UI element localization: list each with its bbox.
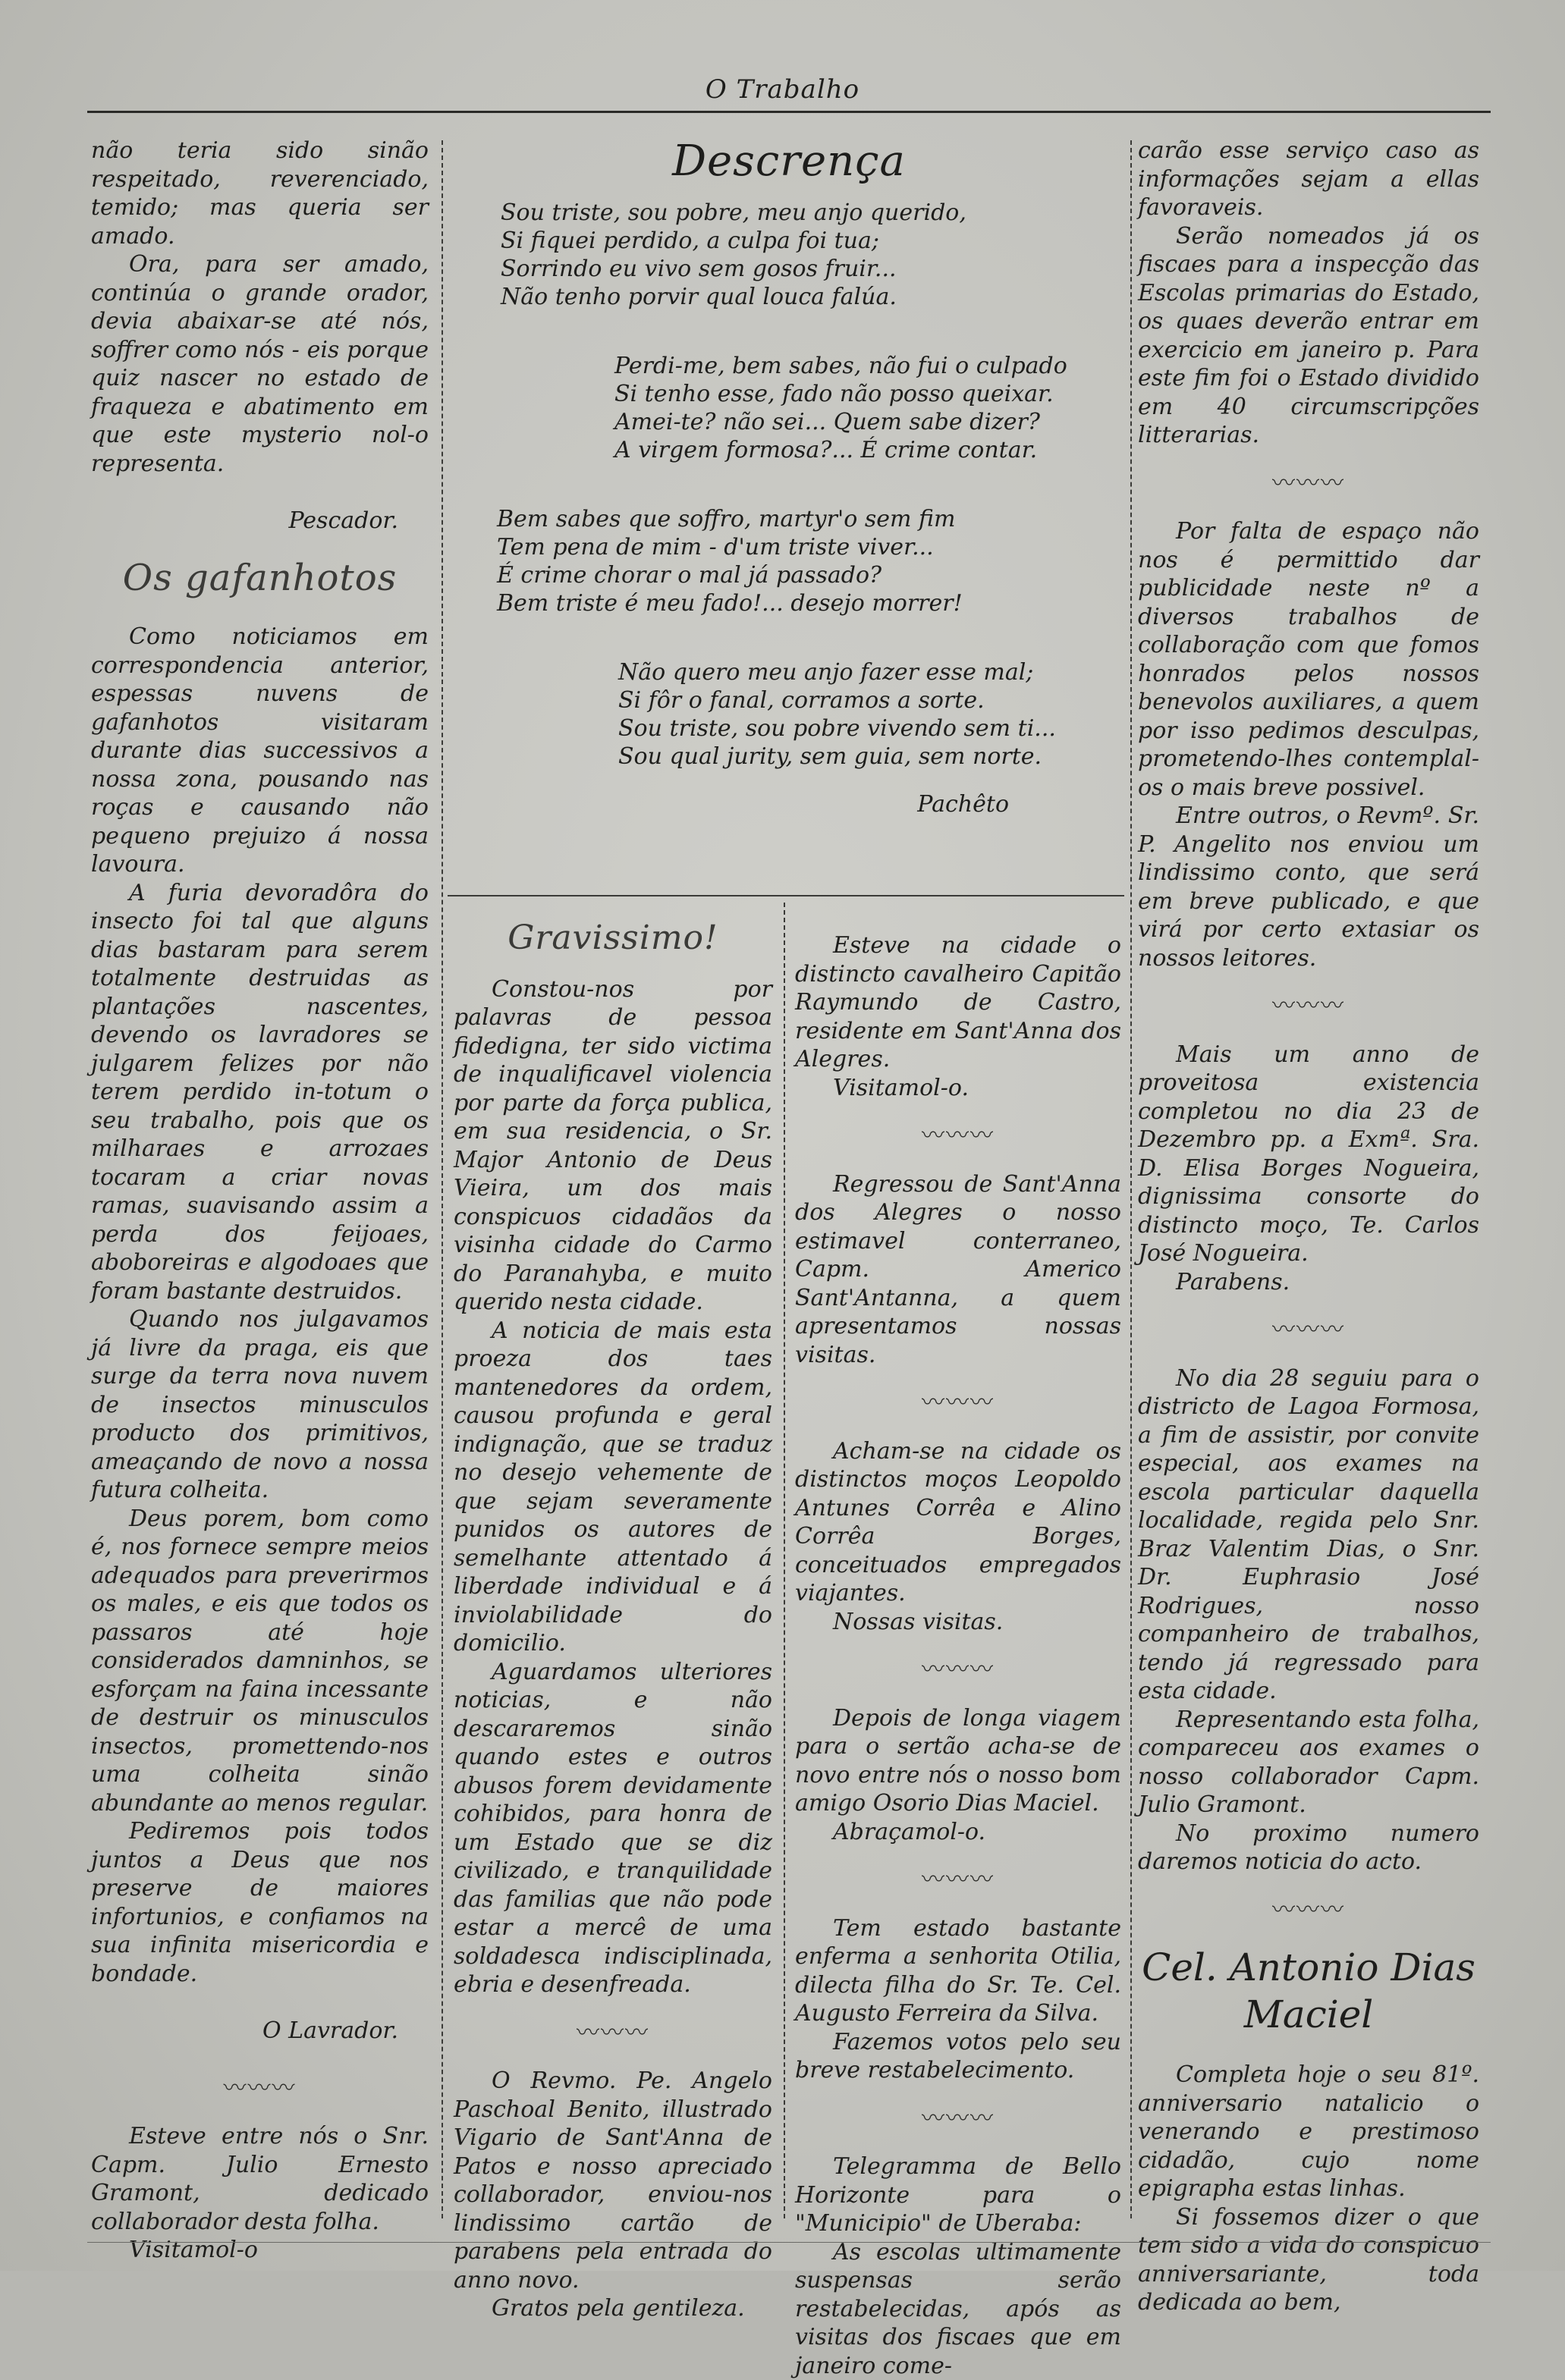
article-paragraph: Constou-nos por palavras de pessoa fidedigna, ter sido victima de inqualificavel violencia por parte da força publica, em sua residencia, o Sr. Major Antonio de Deus Vieira, um dos mais conspicuos cidadãos da visinha cidade do Carmo do Paranahyba, e muito querido nesta cidade. xyxy=(454,975,772,1317)
signature: O Lavrador. xyxy=(91,2017,429,2046)
article-paragraph: Acham-se na cidade os distinctos moços Leopoldo Antunes Corrêa e Alino Corrêa Borges, conceituados empregados viajantes. xyxy=(795,1437,1121,1608)
article-paragraph: A furia devoradôra do insecto foi tal que alguns dias bastaram para serem totalmente destruidas as plantações nascentes, devendo os lavradores se julgarem felizes por não terem perdido in-totum o seu trabalho, pois que os milharaes e arrozaes tocaram a criar novas ramas, suavisando assim a perda dos feijoaes, aboboreiras e algodoaes que foram bastante destruidos. xyxy=(91,879,429,1306)
ornament-divider: 〰〰〰 xyxy=(1138,1896,1479,1925)
poem xyxy=(455,144,1123,818)
signature: Pachêto xyxy=(455,790,1123,818)
article-paragraph: carão esse serviço caso as informações sejam a ellas favoraveis. xyxy=(1138,137,1479,222)
ornament-divider: 〰〰〰 xyxy=(795,2105,1121,2134)
poem-stanza xyxy=(455,199,1123,311)
article-title: Gravissimo! xyxy=(454,924,772,953)
masthead-rule xyxy=(87,111,1491,113)
column-1 xyxy=(91,137,429,2265)
signature: Pescador. xyxy=(91,507,429,535)
ornament-divider: 〰〰〰 xyxy=(1138,469,1479,498)
poem-stanza xyxy=(455,658,1123,771)
article-paragraph: Visitamol-o. xyxy=(795,1074,1121,1103)
article-paragraph: Regressou de Sant'Anna dos Alegres o nosso estimavel conterraneo, Capm. Americo Sant'Antanna, a quem apresentamos nossas visitas. xyxy=(795,1170,1121,1370)
article-paragraph: Deus porem, bom como é, nos fornece sempre meios adequados para preverirmos os males, e eis que todos os passaros até hoje considerados damninhos, se esforçam na faina incessante de destruir os minusculos insectos, promettendo-nos uma colheita sinão abundante ao menos regular. xyxy=(91,1505,429,1818)
article-title: Os gafanhotos xyxy=(91,564,429,593)
ornament-divider: 〰〰〰 xyxy=(795,1866,1121,1895)
ornament-divider: 〰〰〰 xyxy=(1138,992,1479,1021)
poem-line: Sorrindo eu vivo sem gosos fruir... xyxy=(501,255,1123,283)
poem-line: Si tenho esse, fado não posso queixar. xyxy=(614,380,1123,408)
column-2a xyxy=(454,910,772,2323)
article-paragraph: Completa hoje o seu 81º. anniversario natalicio o venerando e prestimoso cidadão, cujo nome epigrapha estas linhas. xyxy=(1138,2061,1479,2203)
article-paragraph: Entre outros, o Revmº. Sr. P. Angelito nos enviou um lindissimo conto, que será em breve publicado, e que virá por certo extasiar os nossos leitores. xyxy=(1138,802,1479,972)
poem-line: A virgem formosa?... É crime contar. xyxy=(614,436,1123,464)
article-paragraph: Visitamol-o xyxy=(91,2236,429,2265)
column-divider-2 xyxy=(1130,140,1132,2218)
poem-line: Sou triste, sou pobre, meu anjo querido, xyxy=(501,199,1123,227)
article-paragraph: Mais um anno de proveitosa existencia completou no dia 23 de Dezembro pp. a Exmª. Sra. D. Elisa Borges Nogueira, dignissima consorte do distincto moço, Te. Carlos José Nogueira. xyxy=(1138,1041,1479,1268)
article-paragraph: Ora, para ser amado, continúa o grande orador, devia abaixar-se até nós, soffrer como nós - eis porque quiz nascer no estado de fraqueza e abatimento em que este mysterio nol-o representa. xyxy=(91,250,429,478)
poem-line: Sou triste, sou pobre vivendo sem ti... xyxy=(618,714,1123,743)
column-3 xyxy=(1138,137,1479,2317)
poem-line: Sou qual jurity, sem guia, sem norte. xyxy=(618,743,1123,771)
column-divider-1 xyxy=(442,140,443,2218)
article-paragraph: Si fossemos dizer o que tem sido a vida do conspicuo anniversariante, toda dedicada ao bem, xyxy=(1138,2203,1479,2317)
poem-line: Bem sabes que soffro, martyr'o sem fim xyxy=(497,505,1123,533)
poem-title: Descrença xyxy=(455,147,1123,176)
article-title: Cel. Antonio Dias Maciel xyxy=(1138,1944,1479,2038)
poem-line: Perdi-me, bem sabes, não fui o culpado xyxy=(614,352,1123,380)
article-paragraph: Abraçamol-o. xyxy=(795,1818,1121,1847)
article-paragraph: Aguardamos ulteriores noticias, e não descararemos sinão quando estes e outros abusos forem devidamente cohibidos, para honra de um Estado que se diz civilizado, e tranquilidade das familias que não pode estar a mercê de uma soldadesca indisciplinada, ebria e desenfreada. xyxy=(454,1658,772,1999)
poem-line: Bem triste é meu fado!... desejo morrer! xyxy=(497,589,1123,617)
article-paragraph: O Revmo. Pe. Angelo Paschoal Benito, illustrado Vigario de Sant'Anna de Patos e nosso apreciado collaborador, enviou-nos lindissimo cartão de parabens pela entrada do anno novo. xyxy=(454,2067,772,2294)
poem-line: Si fôr o fanal, corramos a sorte. xyxy=(618,686,1123,714)
ornament-divider: 〰〰〰 xyxy=(795,1656,1121,1685)
article-paragraph: Tem estado bastante enferma a senhorita Otilia, dilecta filha do Sr. Te. Cel. Augusto Ferreira da Silva. xyxy=(795,1914,1121,2028)
article-paragraph: Serão nomeados já os fiscaes para a inspecção das Escolas primarias do Estado, os quaes deverão entrar em exercicio em janeiro p. Para este fim foi o Estado dividido em 40 circumscripções litterarias. xyxy=(1138,222,1479,450)
poem-stanza xyxy=(455,352,1123,464)
page-bottom-rule xyxy=(87,2242,1491,2243)
article-paragraph: Nossas visitas. xyxy=(795,1608,1121,1637)
poem-line: Não tenho porvir qual louca falúa. xyxy=(501,283,1123,311)
poem-stanza xyxy=(455,505,1123,617)
poem-line: Si fiquei perdido, a culpa foi tua; xyxy=(501,227,1123,255)
poem-line: É crime chorar o mal já passado? xyxy=(497,561,1123,589)
ornament-divider: 〰〰〰 xyxy=(454,2019,772,2048)
poem-line: Tem pena de mim - d'um triste viver... xyxy=(497,533,1123,561)
article-paragraph: Esteve entre nós o Snr. Capm. Julio Ernesto Gramont, dedicado collaborador desta folha. xyxy=(91,2122,429,2236)
poem-line: Amei-te? não sei... Quem sabe dizer? xyxy=(614,408,1123,436)
article-paragraph: não teria sido sinão respeitado, reverenciado, temido; mas queria ser amado. xyxy=(91,137,429,250)
article-paragraph: Gratos pela gentileza. xyxy=(454,2294,772,2323)
ornament-divider: 〰〰〰 xyxy=(795,1122,1121,1151)
article-paragraph: No dia 28 seguiu para o districto de Lagoa Formosa, a fim de assistir, por convite especial, aos exames na escola particular daquella localidade, regida pelo Snr. Braz Valentim Dias, o Snr. Dr. Euphrasio José Rodrigues, nosso companheiro de trabalhos, tendo já regressado para esta cidade. xyxy=(1138,1364,1479,1706)
column-divider-3 xyxy=(784,903,785,2218)
article-paragraph: Parabens. xyxy=(1138,1268,1479,1297)
column-2b xyxy=(795,931,1121,2380)
article-paragraph: Pediremos pois todos juntos a Deus que nos preserve de maiores infortunios, e confiamos na sua infinita misericordia e bondade. xyxy=(91,1817,429,1988)
article-paragraph: A noticia de mais esta proeza dos taes mantenedores da ordem, causou profunda e geral indignação, que se traduz no desejo vehemente de que sejam severamente punidos os autores de semelhante attentado á liberdade individual e á inviolabilidade do domicilio. xyxy=(454,1317,772,1658)
article-paragraph: Por falta de espaço não nos é permittido dar publicidade neste nº a diversos trabalhos de collaboração com que fomos honrados pelos nossos benevolos auxiliares, a quem por isso pedimos desculpas, prometendo-lhes contemplal-os o mais breve possivel. xyxy=(1138,517,1479,802)
article-paragraph: Esteve na cidade o distincto cavalheiro Capitão Raymundo de Castro, residente em Sant'Anna dos Alegres. xyxy=(795,931,1121,1074)
ornament-divider: 〰〰〰 xyxy=(1138,1316,1479,1345)
article-paragraph: As escolas ultimamente suspensas serão restabelecidas, após as visitas dos fiscaes que em janeiro come- xyxy=(795,2238,1121,2380)
article-paragraph: Fazemos votos pelo seu breve restabelecimento. xyxy=(795,2028,1121,2085)
article-paragraph: Como noticiamos em correspondencia anterior, espessas nuvens de gafanhotos visitaram durante dias successivos a nossa zona, pousando nas roças e causando não pequeno prejuizo á nossa lavoura. xyxy=(91,623,429,879)
article-paragraph: No proximo numero daremos noticia do acto. xyxy=(1138,1820,1479,1876)
article-paragraph: Telegramma de Bello Horizonte para o "Municipio" de Uberaba: xyxy=(795,2152,1121,2238)
article-paragraph: Representando esta folha, compareceu aos exames o nosso collaborador Capm. Julio Gramont. xyxy=(1138,1706,1479,1820)
ornament-divider: 〰〰〰 xyxy=(795,1389,1121,1418)
article-paragraph: Depois de longa viagem para o sertão acha-se de novo entre nós o nosso bom amigo Osorio Dias Maciel. xyxy=(795,1704,1121,1818)
poem-line: Não quero meu anjo fazer esse mal; xyxy=(618,658,1123,686)
article-paragraph: Quando nos julgavamos já livre da praga, eis que surge da terra nova nuvem de insectos minusculos producto dos primitivos, ameaçando de novo a nossa futura colheita. xyxy=(91,1305,429,1505)
ornament-divider: 〰〰〰 xyxy=(91,2074,429,2103)
masthead: O Trabalho xyxy=(0,74,1565,105)
poem-bottom-rule xyxy=(448,895,1124,896)
